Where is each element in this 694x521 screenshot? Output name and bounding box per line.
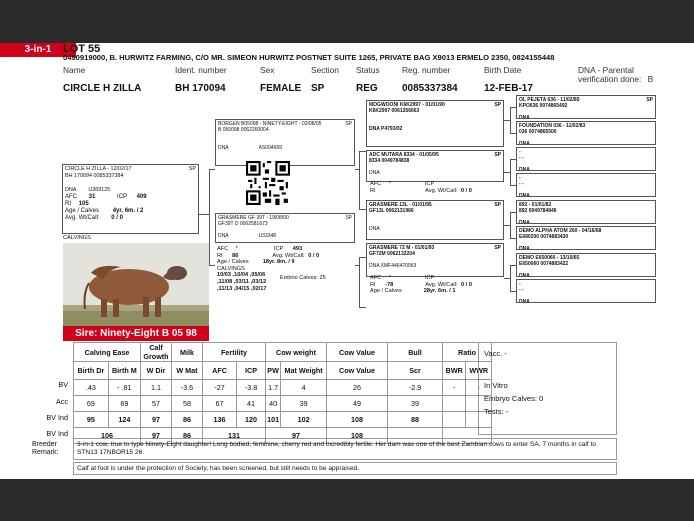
acc-cell: 41 xyxy=(237,396,266,412)
ind-cell xyxy=(443,412,466,428)
breeder-remark: 3-in-1 cow, true to type Ninety-Eight daughter! Long bodied, feminine, cherry red and incredibly fertile. Her dam was one of the best Zambian cows to enter SA. 7 months in calf to STN13 17NBOR15 26. xyxy=(73,438,617,460)
ind-cell: 124 xyxy=(108,412,140,428)
header-name: Name xyxy=(63,65,86,75)
in-vitro-info: In Vitro xyxy=(484,381,508,390)
subhead-cell: PW xyxy=(266,362,281,380)
maternal-granddam-stats: AFC * ICP RI -78 Avg. Wt/Call: 0 / 0 Age / Calves 28yr. 6m. / 1 xyxy=(370,275,472,295)
remark-label: Breeder Remark: xyxy=(32,441,59,456)
acc-cell: 49 xyxy=(327,396,388,412)
row-label-bv-ind: BV Ind xyxy=(46,413,68,422)
connector xyxy=(209,265,215,266)
connector xyxy=(510,265,516,266)
animal-section: SP xyxy=(311,83,325,94)
animal-ident: BH 170094 xyxy=(175,83,226,94)
connector xyxy=(504,120,510,121)
header-verification: verification done: B xyxy=(578,74,654,84)
great-grandparent-box: - - - DNA xyxy=(516,147,656,171)
info-panel xyxy=(478,342,617,435)
connector xyxy=(359,151,366,152)
acc-cell xyxy=(443,396,466,412)
connector xyxy=(359,209,366,210)
row-label-bv-ind-2: BV Ind xyxy=(46,429,68,438)
connector xyxy=(510,159,511,185)
subhead-cell: WWR xyxy=(466,362,492,380)
subhead-cell: W Dir xyxy=(141,362,172,380)
paternal-grandsire-box: MOGWOONI K6K2997 - 01/01/90 SP K6K2997 0061356663 DNA P4793/02 xyxy=(366,100,504,147)
ebv-table xyxy=(73,342,492,444)
great-grandparent-box: 892 - 01/01/82 892 0049784846 DNA xyxy=(516,200,656,224)
connector xyxy=(510,107,516,108)
row-label-bv: BV xyxy=(58,380,68,389)
group-ratio: Ratio xyxy=(443,343,492,362)
ind-cell: 95 xyxy=(74,412,109,428)
animal-status: REG xyxy=(356,83,378,94)
bv-cell: 1.7 xyxy=(266,380,281,396)
bv-cell: - xyxy=(443,380,466,396)
dam-stats: AFC * ICP 493 RI 86 Avg. Wt/Call: 0 / 0 Age / Calves 18yr. 8m. / 9 CALVINGS 10/03 ,10/04 ,05/06 ,11/08 ,03/11 ,03/12 ,11/13 ,04/15 ,02/17 xyxy=(217,246,320,292)
ind-cell: 97 xyxy=(141,412,172,428)
great-grandparent-box: FOUNDATION 036 - 11/02/83 036 0074865500 DNA xyxy=(516,121,656,145)
connector xyxy=(510,265,511,291)
acc-cell: 69 xyxy=(108,396,140,412)
group-fertility: Fertility xyxy=(203,343,266,362)
connector xyxy=(510,212,511,238)
calvings-label: CALVINGS xyxy=(63,235,91,241)
acc-cell: 69 xyxy=(74,396,109,412)
connector xyxy=(510,107,511,133)
ind-cell: 120 xyxy=(237,412,266,428)
lot-number: LOT 55 xyxy=(63,43,101,55)
ind2-milk: 86 xyxy=(172,428,203,444)
header-reg: Reg. number xyxy=(402,65,451,75)
paternal-granddam-box: ADC MUTARA 8334 - 01/05/95 SP 8334 0049784838 DNA xyxy=(366,150,504,182)
animal-birth: 12-FEB-17 xyxy=(484,83,533,94)
ind-cell: 136 xyxy=(203,412,237,428)
subhead-cell: Cow Value xyxy=(327,362,388,380)
bv-cell: .43 xyxy=(74,380,109,396)
header-dna: DNA - Parental xyxy=(578,65,634,75)
ind2-cow-value: 108 xyxy=(327,428,388,444)
group-bull: Bull xyxy=(388,343,443,362)
group-calf-growth: Calf Growth xyxy=(141,343,172,362)
bv-cell: -27 xyxy=(203,380,237,396)
connector xyxy=(504,278,510,279)
connector xyxy=(510,159,516,160)
calf-note: Calf at foot is under the protection of Society, has been screened, but still needs to be appraised. xyxy=(73,462,617,475)
type-badge: 3-in-1 xyxy=(0,43,76,57)
bv-cell: 4 xyxy=(281,380,327,396)
dam-pedigree-box: GRASMERE GF 39T - 19/08/00 SP GF39T D 0062581673 DNA U33348 xyxy=(215,213,355,243)
group-milk: Milk xyxy=(172,343,203,362)
ind2-cow-weight: 97 xyxy=(266,428,327,444)
bv-cell: 1.1 xyxy=(141,380,172,396)
connector xyxy=(199,214,209,215)
connector xyxy=(359,307,366,308)
cow-photo xyxy=(63,243,209,329)
ind-cell: 108 xyxy=(327,412,388,428)
ind-cell: 101 xyxy=(266,412,281,428)
bv-cell: 26 xyxy=(327,380,388,396)
ind-cell: 102 xyxy=(281,412,327,428)
acc-cell: 58 xyxy=(172,396,203,412)
animal-pedigree-box: CIRCLE H ZILLA - 12/02/17 SP BH 170094 0085337384 DNA U369125 AFC 31 ICP 409 RI 105 Age / Calves 4yr. 6m. / 2 Avg. Wt/Call: 0 / 0 xyxy=(62,164,199,234)
subhead-cell: Mat Weight xyxy=(281,362,327,380)
connector xyxy=(209,169,210,265)
sire-pedigree-box: BORGEN B05098 - NINETY-EIGHT - 02/08/05 SP B 050098 0062260004 DNA AS004669 xyxy=(215,119,355,166)
acc-cell: 39 xyxy=(388,396,443,412)
group-calving-ease: Calving Ease xyxy=(74,343,141,362)
subhead-cell: W Mat xyxy=(172,362,203,380)
bv-cell: - .81 xyxy=(108,380,140,396)
great-grandparent-box: DEMO E650060 - 13/10/65 E650060 0074883422 DNA xyxy=(516,253,656,277)
maternal-granddam-box: GRASMERE 72 M - 01/01/93 SP GF72M 0062132204 DNA XMF446470063 xyxy=(366,243,504,277)
header-sex: Sex xyxy=(260,65,275,75)
row-label-acc: Acc xyxy=(56,397,68,406)
subhead-cell: Scr xyxy=(388,362,443,380)
animal-sex: FEMALE xyxy=(260,83,302,94)
subhead-cell: BWR xyxy=(443,362,466,380)
connector xyxy=(504,225,510,226)
connector xyxy=(355,265,359,266)
dam-embrio-calves: Embrio Calves: 25 xyxy=(280,275,326,281)
bv-cell: -2.9 xyxy=(388,380,443,396)
ind-cell: 86 xyxy=(172,412,203,428)
animal-name: CIRCLE H ZILLA xyxy=(63,83,142,94)
header-ident: Ident. number xyxy=(175,65,227,75)
header-status: Status xyxy=(356,65,380,75)
tests-info: Tests: - xyxy=(484,407,509,416)
acc-cell: 39 xyxy=(281,396,327,412)
bv-cell: -3.6 xyxy=(172,380,203,396)
header-birth: Birth Date xyxy=(484,65,522,75)
acc-cell: 57 xyxy=(141,396,172,412)
connector xyxy=(504,172,510,173)
ind2-calving-ease: 106 xyxy=(74,428,141,444)
embryo-calves-info: Embryo Calves: 0 xyxy=(484,394,544,403)
subhead-cell: Birth M xyxy=(108,362,140,380)
sire-label: Sire: Ninety-Eight B 05 98 xyxy=(63,326,209,341)
great-grandparent-box: - - - DNA xyxy=(516,173,656,197)
paternal-granddam-stats: AFC * ICP RI Avg. Wt/Call: 0 / 0 xyxy=(370,181,472,194)
bv-cell: - xyxy=(466,380,492,396)
vacc-info: Vacc. - xyxy=(484,349,507,358)
qr-code-icon xyxy=(246,161,290,205)
subhead-cell: ICP xyxy=(237,362,266,380)
subhead-cell: AFC xyxy=(203,362,237,380)
maternal-grandsire-box: GRASMERE 13L - 01/01/95 SP GF13L 0062131966 DNA xyxy=(366,200,504,240)
bv-cell: -3.8 xyxy=(237,380,266,396)
great-grandparent-box: DEMO ALPHA ATOM 260 - 04/16/68 E680200 0074883430 DNA xyxy=(516,226,656,250)
connector xyxy=(359,257,366,258)
ind-cell: 88 xyxy=(388,412,443,428)
owner-line: 0490919000, B. HURWITZ FARMING, C/O MR. SIMEON HURWITZ POSTNET SUITE 1265, PRIVATE BAG X9013 ERMELO 2350, 0824155448 xyxy=(63,53,555,62)
connector xyxy=(359,151,360,209)
connector xyxy=(510,212,516,213)
connector xyxy=(209,169,215,170)
connector xyxy=(359,257,360,307)
header-section: Section xyxy=(311,65,339,75)
acc-cell: 40 xyxy=(266,396,281,412)
connector xyxy=(355,169,359,170)
lot-page xyxy=(0,43,694,479)
group-cow-value: Cow Value xyxy=(327,343,388,362)
animal-reg: 0085337384 xyxy=(402,83,458,94)
subhead-cell: Birth Dr xyxy=(74,362,109,380)
ind2-calf-growth: 97 xyxy=(141,428,172,444)
great-grandparent-box: OL PEJETA 636 - 11/02/85 SP KPO636 0074865492 DNA xyxy=(516,95,656,119)
great-grandparent-box: - - - DNA xyxy=(516,279,656,303)
group-cow-weight: Cow weight xyxy=(266,343,327,362)
acc-cell: 67 xyxy=(203,396,237,412)
ind2-fertility: 131 xyxy=(203,428,266,444)
